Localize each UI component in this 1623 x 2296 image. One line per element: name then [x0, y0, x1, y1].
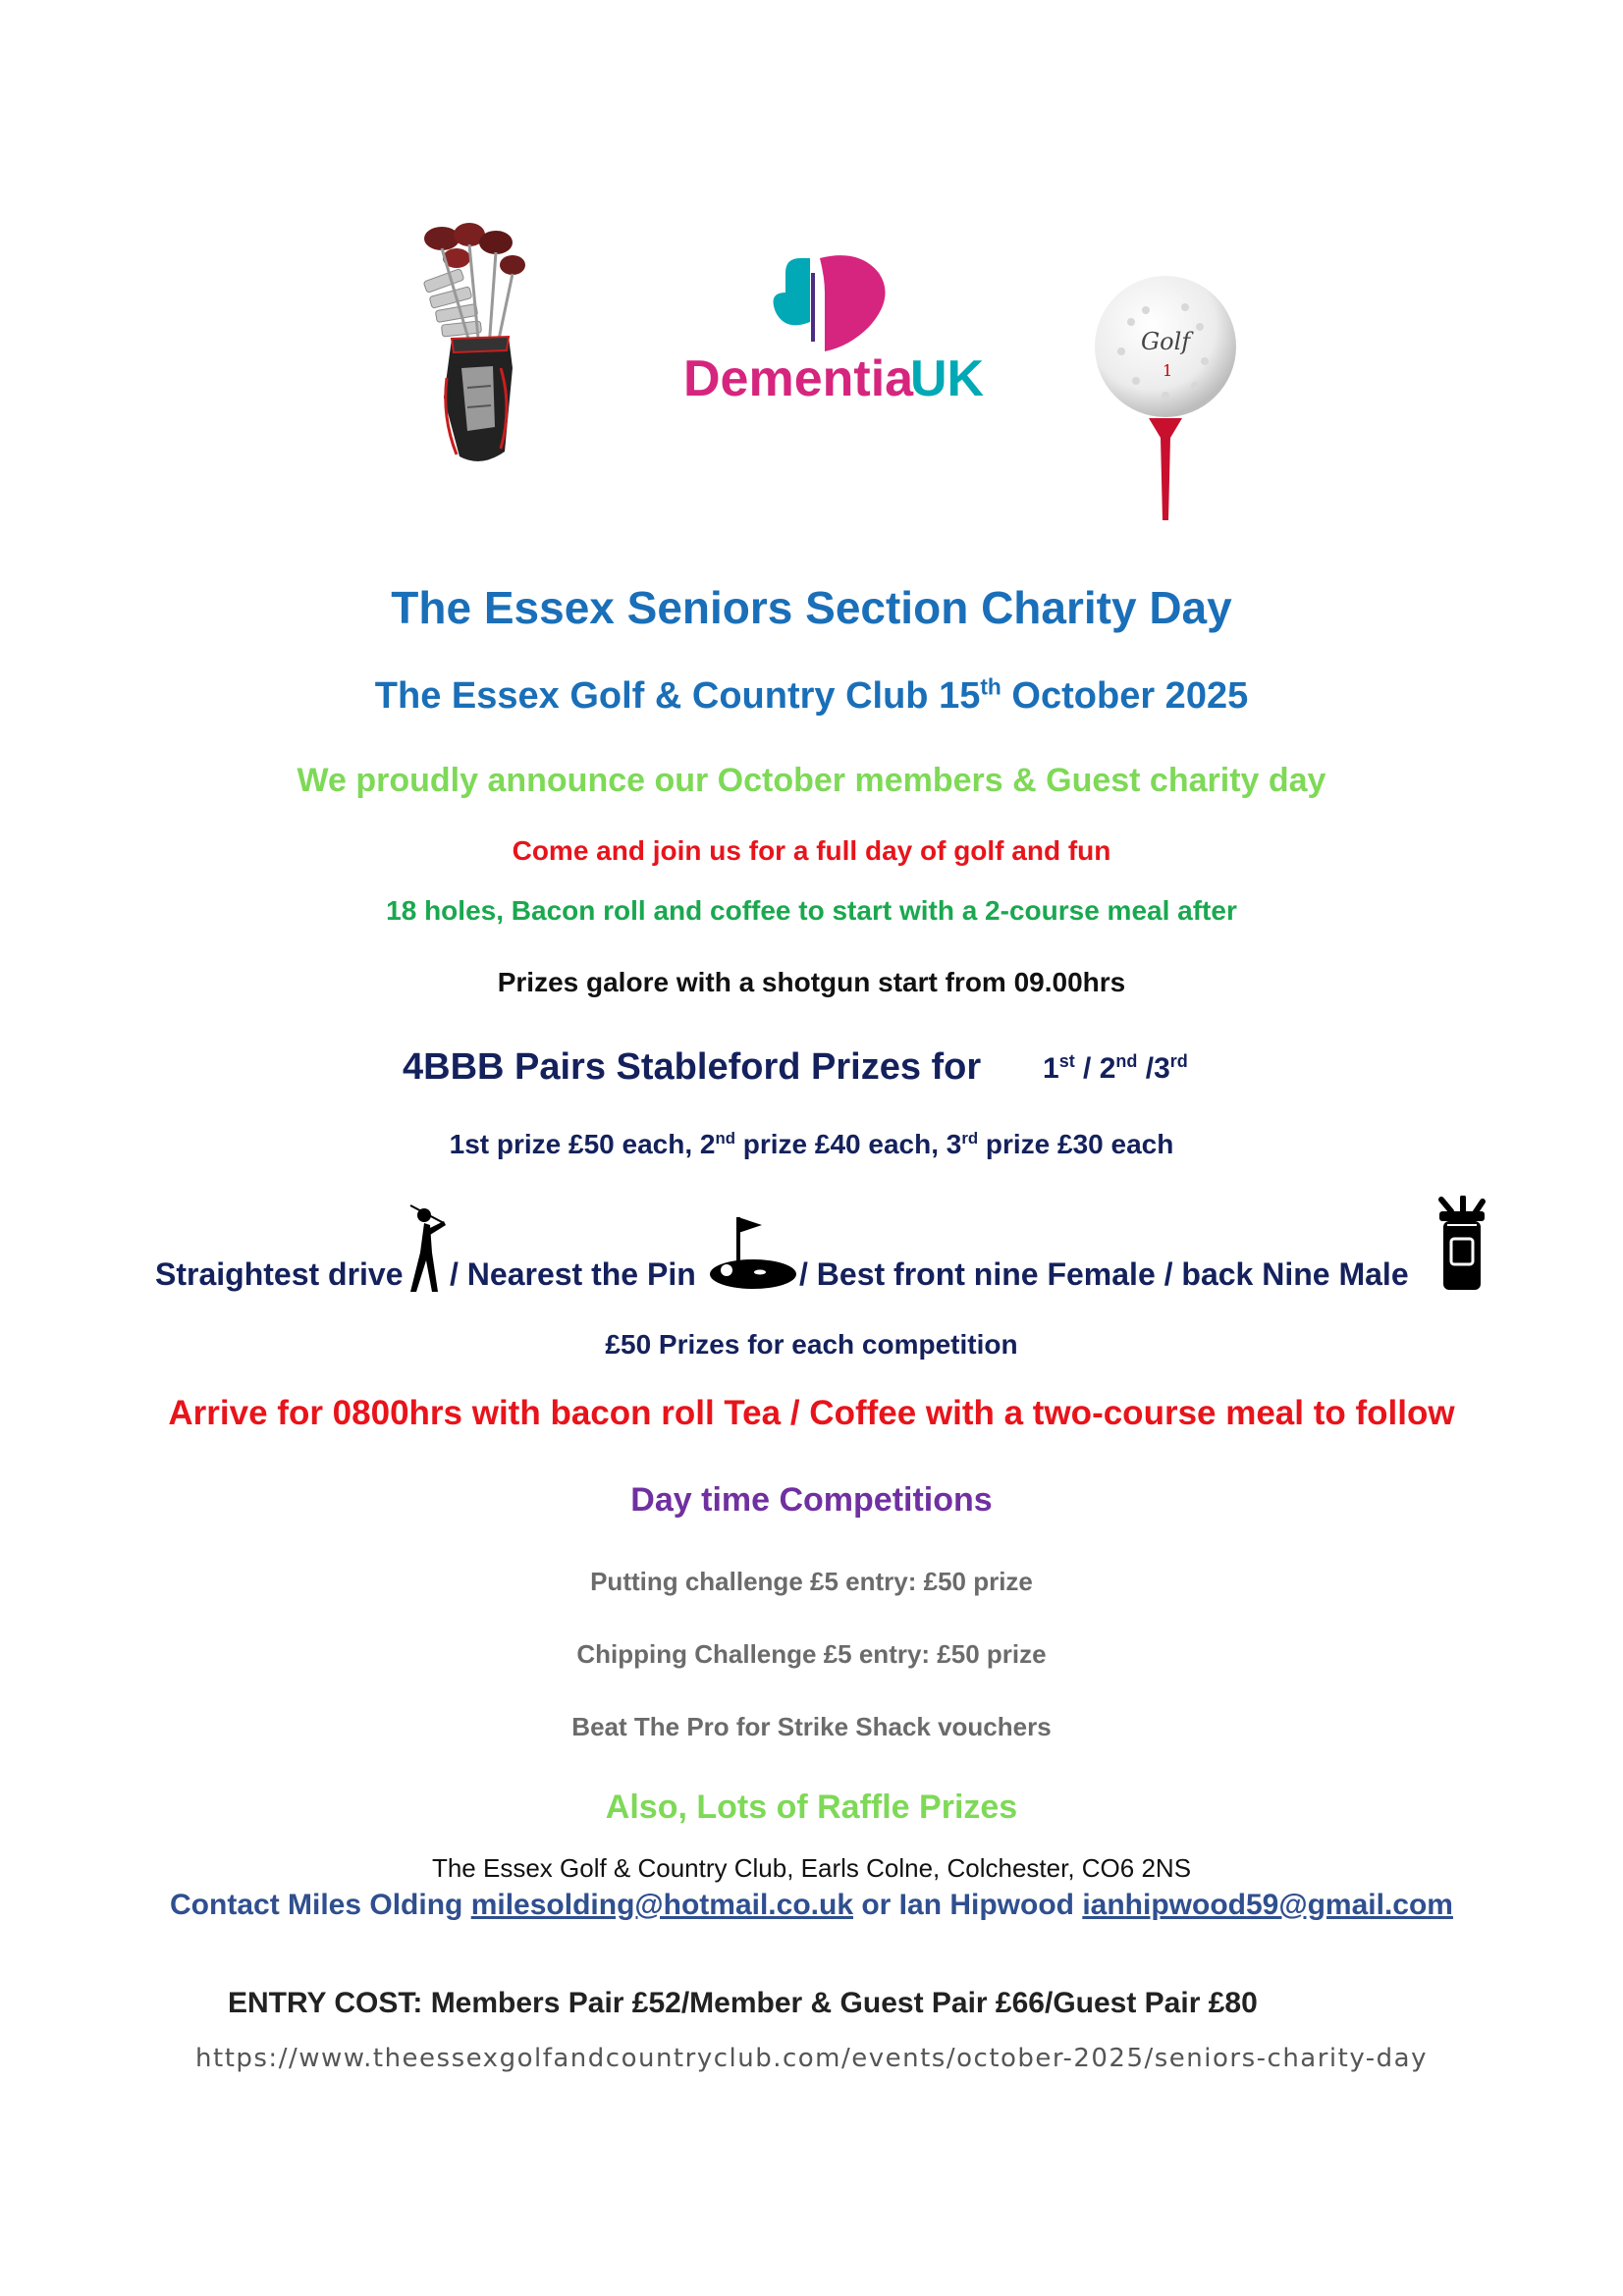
place-1: 1 — [1043, 1052, 1059, 1085]
contact-mid: or Ian Hipwood — [853, 1889, 1083, 1921]
place-2-sup: nd — [1115, 1051, 1138, 1072]
prizes-galore-text: Prizes galore with a shotgun start from 09.00hrs — [497, 967, 1126, 997]
stableford-places — [1043, 1052, 1188, 1086]
daytime-heading: Day time Competitions — [630, 1481, 993, 1519]
logo-word-dementia: Dementia — [683, 350, 914, 400]
dementia-uk-logo — [677, 253, 1001, 400]
place-3: /3 — [1137, 1052, 1170, 1085]
raffle-text: Also, Lots of Raffle Prizes — [605, 1789, 1018, 1826]
competitions-line — [155, 1196, 1490, 1294]
comp-straightest-drive: Straightest drive — [155, 1256, 404, 1292]
comp-nearest-pin: / Nearest the Pin — [450, 1256, 696, 1292]
fifty-prizes: £50 Prizes for each competition — [605, 1329, 1018, 1360]
announcement: We proudly announce our October members & Guest charity day — [297, 762, 1326, 799]
daytime-item-putting: Putting challenge £5 entry: £50 prize — [590, 1567, 1033, 1596]
ball-number-text: 1 — [1163, 361, 1173, 380]
email-link-ian[interactable]: ianhipwood59@gmail.com — [1082, 1889, 1453, 1921]
prize-second: prize £40 each, 3 — [734, 1129, 962, 1159]
prize-third: prize £30 each — [978, 1129, 1174, 1159]
entry-cost: ENTRY COST: Members Pair £52/Member & Guest Pair £66/Guest Pair £80 — [228, 1987, 1258, 2019]
holes-text: 18 holes, Bacon roll and coffee to start with a 2-course meal after — [386, 895, 1237, 926]
prize-second-sup: nd — [715, 1128, 735, 1148]
prize-amounts — [0, 1129, 1623, 1160]
prize-third-sup: rd — [961, 1128, 979, 1148]
place-3-sup: rd — [1169, 1051, 1188, 1072]
subtitle-sup: th — [980, 673, 1001, 700]
event-subtitle — [0, 675, 1623, 718]
golf-bag-icon — [1434, 1196, 1490, 1300]
place-2: / 2 — [1074, 1052, 1116, 1085]
subtitle-post: October 2025 — [1001, 675, 1249, 717]
page-title: The Essex Seniors Section Charity Day — [391, 582, 1232, 633]
ball-brand-text: Golf — [1141, 328, 1191, 355]
golf-ball-image — [1092, 273, 1239, 524]
address-text: The Essex Golf & Country Club, Earls Colne, Colchester, CO6 2NS — [431, 1853, 1192, 1883]
contact-line — [0, 1889, 1623, 1922]
daytime-item-chipping: Chipping Challenge £5 entry: £50 prize — [576, 1639, 1047, 1669]
email-link-miles[interactable]: milesolding@hotmail.co.uk — [470, 1889, 853, 1921]
golfer-icon — [401, 1203, 452, 1302]
logo-word-uk: UK — [910, 350, 985, 400]
stableford-label: 4BBB Pairs Stableford Prizes for — [403, 1046, 982, 1088]
comp-best-nine: / Best front nine Female / back Nine Male — [799, 1256, 1409, 1292]
subtitle-pre: The Essex Golf & Country Club 15 — [374, 675, 981, 717]
contact-pre: Contact Miles Olding — [170, 1889, 471, 1921]
flag-icon — [709, 1213, 797, 1298]
event-url[interactable]: https://www.theessexgolfandcountryclub.com/events/october-2025/seniors-charity-day — [195, 2044, 1428, 2073]
prize-first: 1st prize £50 each, 2 — [449, 1129, 716, 1159]
golf-bag-image — [403, 221, 535, 468]
daytime-item-beat-pro: Beat The Pro for Strike Shack vouchers — [571, 1712, 1052, 1741]
arrive-text: Arrive for 0800hrs with bacon roll Tea / Coffee with a two-course meal to follow — [168, 1394, 1455, 1432]
place-1-sup: st — [1058, 1051, 1075, 1072]
join-text: Come and join us for a full day of golf and fun — [512, 835, 1111, 866]
